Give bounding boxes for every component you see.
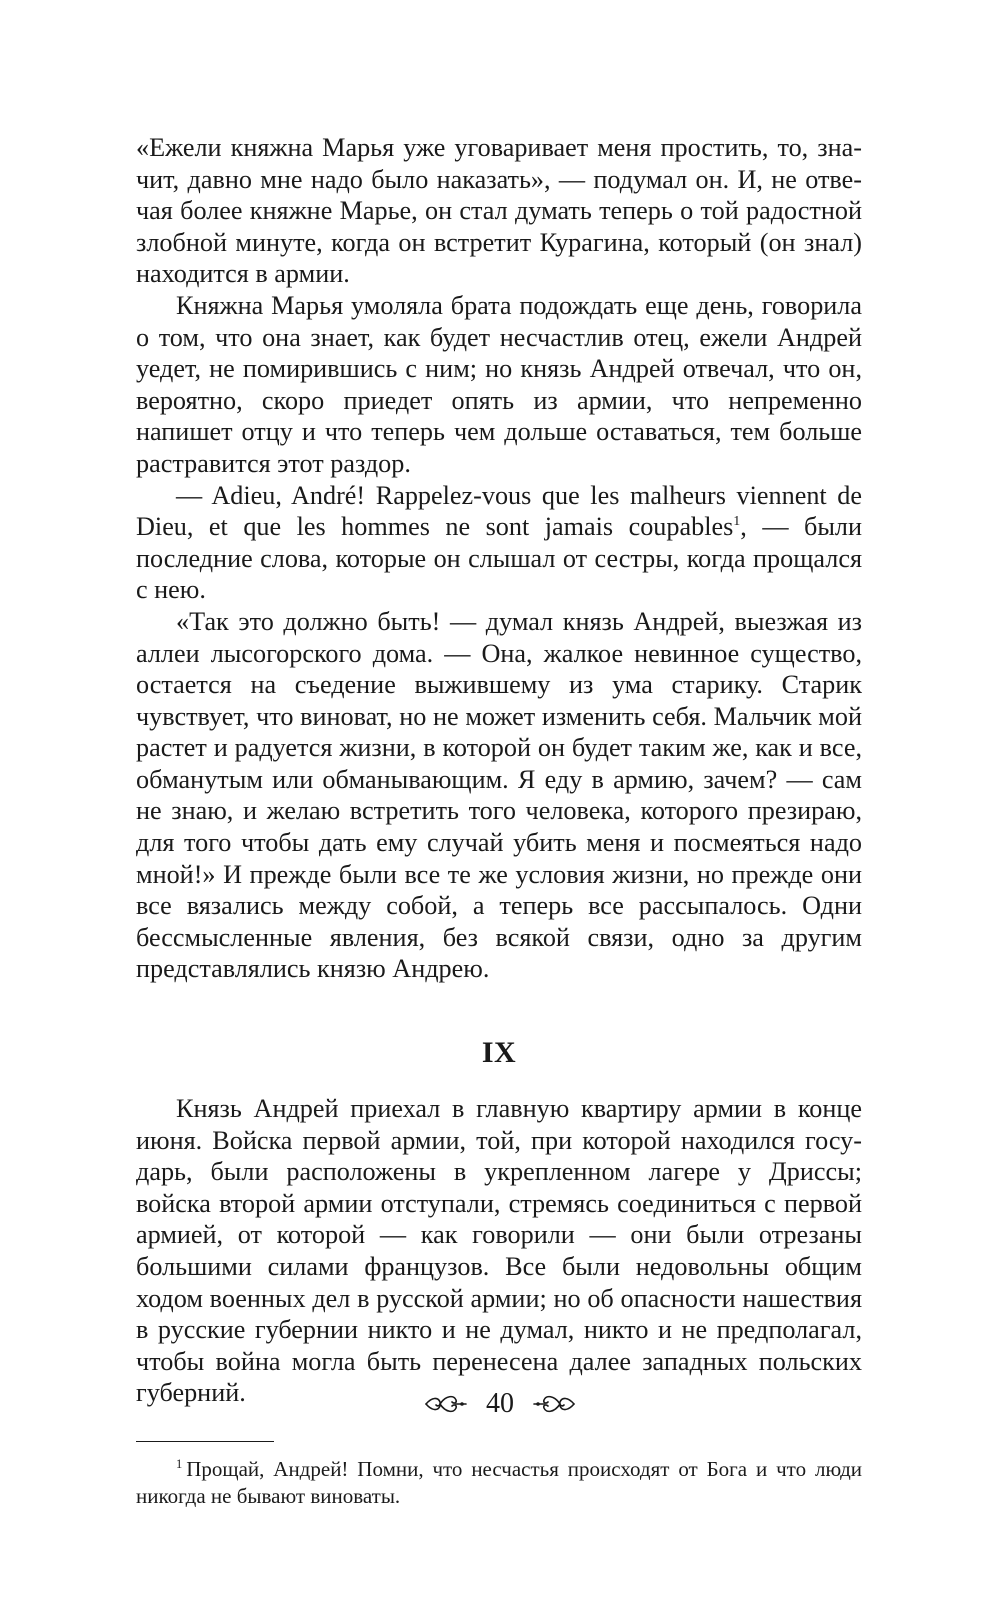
fleuron-left-icon [424,1391,468,1417]
footnote-divider [136,1441,274,1442]
paragraph: Княжна Марья умоляла брата подождать еще день, говорила о том, что она знает, как будет несчастлив отец, ежели Андрей уедет, не помирившись с ним; но князь Андрей отвечал, что он, вероятно, скоро приедет опять из армии, что непременно напишет отцу и что теперь чем дольше оставаться, тем больше растравится этот раздор. [136,290,862,478]
paragraph-french-quote [136,480,862,606]
footnote-number: 1 [176,1456,183,1471]
paragraph: «Так это должно быть! — думал князь Андрей, выезжая из аллеи лысогорского дома. — Она, жалкое невинное существо, остается на съедение выжившему из ума старику. Старик чувствует, что виноват, но не может изменить себя. Мальчик мой растет и радуется жизни, в которой он будет таким же, как и все, обманутым или обманывающим. Я еду в армию, зачем? — сам не знаю, и желаю встретить того человека, которого презираю, для того чтобы дать ему случай убить меня и посмеяться надо мной!» И прежде были все те же условия жизни, но прежде они все вязались между собой, а теперь все рассыпалось. Одни бессмысленные явления, без всякой связи, одно за другим представлялись князю Андрею. [136,606,862,984]
chapter-heading: IX [481,1036,517,1070]
fleuron-right-icon [532,1391,576,1417]
footnote-text: Прощай, Андрей! Помни, что несчастья происходят от Бога и что люди никогда не бывают виноваты. [136,1456,862,1508]
french-quote-tail: , — были последние слова, которые он слышал от сестры, когда прощался с нею. [136,512,862,605]
french-quote-text: — Adieu, André! Rappelez-vous que les malheurs viennent de Dieu, et que les hommes ne sont jamais coupables [136,480,862,542]
page-number: 40 [486,1388,514,1419]
paragraph: Князь Андрей приехал в главную квартиру армии в конце июня. Войска первой армии, той, при которой находился государь, были расположены в укрепленном лагере у Дриссы; войска второй армии отступали, стремясь соединиться с первой армией, от которой — как говорили — они были отрезаны большими силами французов. Все были недовольны общим ходом военных дел в русской армии; но об опасности нашествия в русские губернии никто и не думал, никто и не предполагал, чтобы война могла быть перенесена далее западных польских губерний. [136,1094,862,1408]
paragraph: «Ежели княжна Марья уже уговаривает меня простить, то, значит, давно мне надо было наказать», — подумал он. И, не отвечая более княжне Марье, он стал думать теперь о той радостной злобной минуте, когда он встретит Курагина, который (он знал) находится в армии. [136,133,862,289]
page-footer [0,1388,1000,1420]
text-block [136,132,862,1510]
footnote-marker[interactable]: 1 [733,514,741,530]
footnote [136,1456,862,1510]
